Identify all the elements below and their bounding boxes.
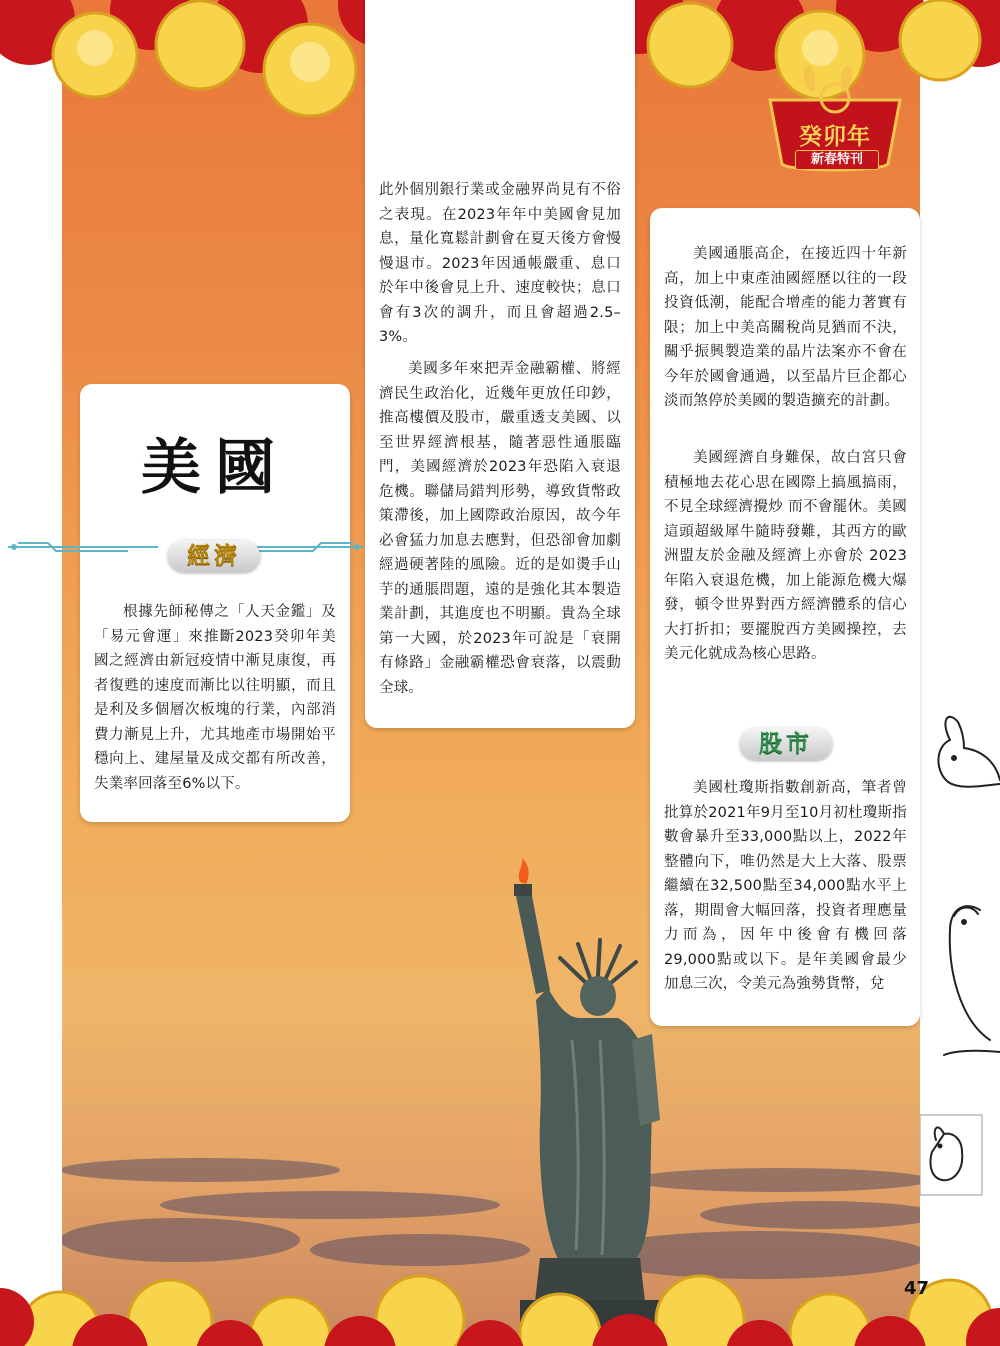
section-tag-economy: 經濟 <box>168 540 260 572</box>
paragraph-stocks-1: 美國杜瓊斯指數創新高，筆者曾批算於2021年9月至10月初杜瓊斯指數會暴升至33,000點以上，2022年整體向下，唯仍然是大上大落、股票繼續在32,500點至34,000點水平上落，期間會大幅回落，投資者理應量力而為，因年中後會有機回落29,000點或以下。是年美國會最少加息三次，令美元為強勢貨幣，兌 <box>664 780 907 992</box>
left-margin <box>0 0 62 1346</box>
paragraph-right-1: 美國通脹高企，在接近四十年新高，加上中東產油國經歷以往的一段投資低潮，能配合增產的能力著實有限；加上中美高關稅尚見猶而不決，關乎振興製造業的晶片法案亦不會在今年於國會通過，以至晶片巨企都心淡而煞停於美國的製造擴充的計劃。 <box>664 246 907 409</box>
badge-issue-label: 新春特刊 <box>795 150 879 170</box>
paragraph-left-1: 根據先師秘傳之「人天金鑑」及「易元會運」來推斷2023癸卯年美國之經濟由新冠疫情中漸見康復，再者復甦的速度而漸比以往明顯，而且是利及多個層次板塊的行業，內部消費力漸見上升，尤其地產市場開始平穩向上、建屋量及成交都有所改善，失業率回落至6%以下。 <box>94 604 336 792</box>
paragraph-middle-2: 美國多年來把弄金融霸權、將經濟民生政治化，近幾年更放任印鈔，推高樓價及股市，嚴重透支美國、以至世界經濟根基，隨著惡性通脹臨門，美國經濟於2023年恐陷入衰退危機。聯儲局錯判形勢，導致貨幣政策滯後，加上國際政治原因，故今年必會猛力加息去應對，但恐卻會加劇經過硬著陸的風險。近的是如燙手山芋的通脹問題，遠的是強化其本製造業計劃，其進度也不明顯。貴為全球第一大國，於2023年可說是「衰開有條路」金融霸權恐會衰落，以震動全球。 <box>379 361 621 696</box>
page-number: 47 <box>904 1278 930 1299</box>
section-tag-stocks: 股市 <box>740 728 832 760</box>
paragraph-right-2: 美國經濟自身難保，故白宮只會積極地去花心思在國際上搞風搞雨，不見全球經濟攪炒 而不會罷休。美國這頭超級犀牛隨時發難，其西方的歐洲盟友於金融及經濟上亦會於 2023年陷入衰退危機，加上能源危機大爆發，頓令世界對西方經濟體系的信心大打折扣；要擺脫西方美國操控，去美元化就成為核心思路。 <box>664 450 907 662</box>
paragraph-middle-1: 此外個別銀行業或金融界尚見有不俗之表現。在2023年年中美國會見加息，量化寬鬆計劃會在夏天後方會慢慢退市。2023年因通帳嚴重、息口於年中後會見上升、速度較快；息口會有3次的調升，而且會超過2.5–3%。 <box>379 182 621 345</box>
article-title: 美國 <box>141 433 289 503</box>
bottom-cloud-border <box>0 1262 1000 1346</box>
rabbit-sketch-icon <box>920 700 1000 1220</box>
badge-year-label: 癸卯年 <box>799 123 871 150</box>
